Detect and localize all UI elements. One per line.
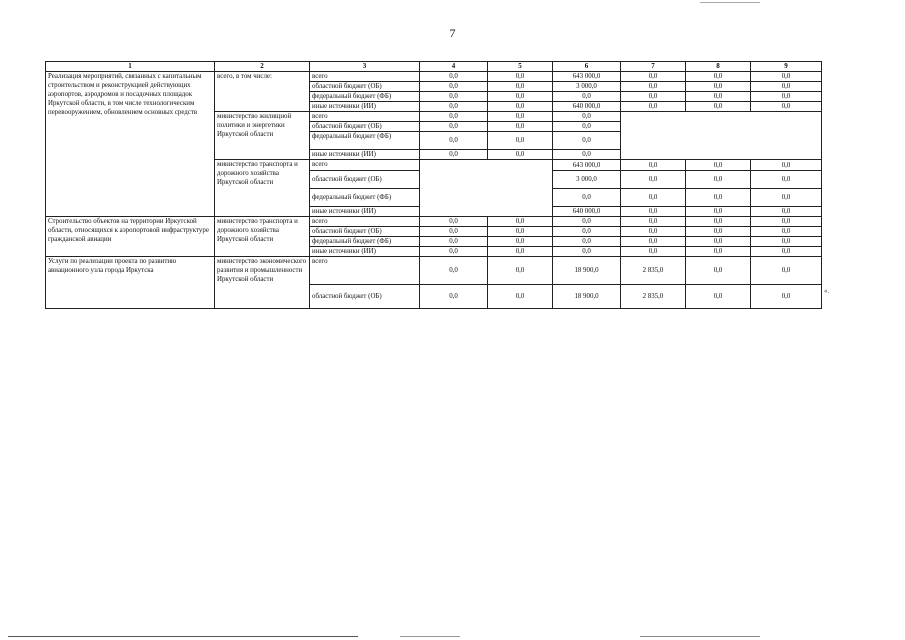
- executor-cell: министерство экономического развития и промышленности Иркутской области: [215, 257, 310, 309]
- source-cell: иные источники (ИИ): [310, 207, 420, 217]
- value-cell: 0,0: [621, 189, 686, 207]
- value-cell: 3 000,0: [553, 82, 621, 92]
- value-cell: 0,0: [686, 207, 751, 217]
- activity-cell: Услуги по реализации проекта по развитию авиационного узла города Иркутска: [46, 257, 215, 309]
- value-cell: 0,0: [621, 207, 686, 217]
- header-cell: 8: [686, 62, 751, 72]
- page-number: 7: [449, 26, 456, 40]
- empty-cell: [621, 112, 822, 160]
- value-cell: 18 900,0: [553, 285, 621, 309]
- value-cell: 0,0: [488, 112, 553, 122]
- value-cell: 0,0: [751, 247, 822, 257]
- value-cell: 643 000,0: [553, 72, 621, 82]
- header-cell: 4: [420, 62, 488, 72]
- executor-cell: всего, в том числе:: [215, 72, 310, 112]
- value-cell: 0,0: [488, 227, 553, 237]
- source-cell: иные источники (ИИ): [310, 247, 420, 257]
- source-cell: областной бюджет (ОБ): [310, 122, 420, 132]
- empty-cell: [420, 160, 553, 217]
- activity-cell: Строительство объектов на территории Иркутской области, относящихся к аэропортовой инфраструктуре гражданской авиации: [46, 217, 215, 257]
- table-row: [46, 257, 822, 285]
- value-cell: 0,0: [686, 285, 751, 309]
- scan-artifact-line: [640, 636, 760, 637]
- source-cell: иные источники (ИИ): [310, 150, 420, 160]
- value-cell: 0,0: [621, 227, 686, 237]
- value-cell: 0,0: [751, 171, 822, 189]
- value-cell: 0,0: [553, 217, 621, 227]
- scan-artifact-line: [8, 636, 358, 637]
- value-cell: 0,0: [420, 112, 488, 122]
- value-cell: 0,0: [488, 122, 553, 132]
- value-cell: 0,0: [420, 237, 488, 247]
- value-cell: 0,0: [420, 102, 488, 112]
- source-cell: областной бюджет (ОБ): [310, 171, 420, 189]
- value-cell: 0,0: [420, 72, 488, 82]
- funding-table: [45, 61, 822, 309]
- value-cell: 0,0: [420, 122, 488, 132]
- value-cell: 0,0: [686, 227, 751, 237]
- value-cell: 0,0: [488, 132, 553, 150]
- value-cell: 2 835,0: [621, 285, 686, 309]
- header-cell: 7: [621, 62, 686, 72]
- source-cell: областной бюджет (ОБ): [310, 285, 420, 309]
- value-cell: 0,0: [553, 112, 621, 122]
- value-cell: 0,0: [751, 227, 822, 237]
- value-cell: 0,0: [553, 189, 621, 207]
- value-cell: 0,0: [621, 82, 686, 92]
- value-cell: 0,0: [686, 189, 751, 207]
- header-cell: 9: [751, 62, 822, 72]
- header-cell: 2: [215, 62, 310, 72]
- value-cell: 0,0: [621, 171, 686, 189]
- value-cell: 3 000,0: [553, 171, 621, 189]
- source-cell: иные источники (ИИ): [310, 102, 420, 112]
- value-cell: 0,0: [553, 247, 621, 257]
- value-cell: 0,0: [751, 237, 822, 247]
- header-cell: 5: [488, 62, 553, 72]
- value-cell: 0,0: [751, 285, 822, 309]
- executor-cell: министерство транспорта и дорожного хозяйства Иркутской области: [215, 217, 310, 257]
- source-cell: всего: [310, 217, 420, 227]
- value-cell: 0,0: [621, 217, 686, 227]
- executor-cell: министерство транспорта и дорожного хозяйства Иркутской области: [215, 160, 310, 217]
- source-cell: всего: [310, 112, 420, 122]
- value-cell: 0,0: [488, 102, 553, 112]
- value-cell: 0,0: [420, 227, 488, 237]
- value-cell: 0,0: [751, 207, 822, 217]
- value-cell: 0,0: [686, 92, 751, 102]
- value-cell: 0,0: [751, 217, 822, 227]
- header-cell: 1: [46, 62, 215, 72]
- value-cell: 640 000,0: [553, 102, 621, 112]
- end-quote-mark: «.: [824, 287, 830, 295]
- table-row: [46, 72, 822, 82]
- value-cell: 0,0: [420, 132, 488, 150]
- source-cell: всего: [310, 257, 420, 285]
- value-cell: 0,0: [420, 82, 488, 92]
- value-cell: 0,0: [420, 150, 488, 160]
- value-cell: 18 900,0: [553, 257, 621, 285]
- source-cell: федеральный бюджет (ФБ): [310, 132, 420, 150]
- scan-artifact-line: [400, 636, 460, 637]
- source-cell: областной бюджет (ОБ): [310, 227, 420, 237]
- source-cell: всего: [310, 160, 420, 171]
- value-cell: 0,0: [488, 150, 553, 160]
- header-row: [46, 62, 822, 72]
- value-cell: 0,0: [553, 122, 621, 132]
- value-cell: 0,0: [420, 285, 488, 309]
- value-cell: 2 835,0: [621, 257, 686, 285]
- value-cell: 0,0: [488, 247, 553, 257]
- value-cell: 0,0: [621, 237, 686, 247]
- value-cell: 0,0: [420, 257, 488, 285]
- value-cell: 0,0: [751, 92, 822, 102]
- source-cell: всего: [310, 72, 420, 82]
- value-cell: 643 000,0: [553, 160, 621, 171]
- value-cell: 0,0: [488, 72, 553, 82]
- value-cell: 0,0: [488, 82, 553, 92]
- value-cell: 0,0: [686, 217, 751, 227]
- activity-cell: Реализация мероприятий, связанных с капитальным строительством и реконструкцией действующих аэропортов, аэродромов и посадочных площадок Иркутской области, в том числе технологическим перевооружением, обновлением основных средств: [46, 72, 215, 217]
- funding-table-container: [45, 61, 822, 309]
- value-cell: 0,0: [488, 237, 553, 247]
- value-cell: 0,0: [553, 237, 621, 247]
- header-cell: 6: [553, 62, 621, 72]
- value-cell: 0,0: [420, 217, 488, 227]
- value-cell: 0,0: [686, 82, 751, 92]
- value-cell: 0,0: [621, 247, 686, 257]
- value-cell: 0,0: [751, 82, 822, 92]
- source-cell: областной бюджет (ОБ): [310, 82, 420, 92]
- value-cell: 0,0: [751, 160, 822, 171]
- value-cell: 0,0: [553, 227, 621, 237]
- value-cell: 0,0: [488, 92, 553, 102]
- value-cell: 0,0: [553, 150, 621, 160]
- value-cell: 0,0: [621, 92, 686, 102]
- value-cell: 0,0: [686, 102, 751, 112]
- value-cell: 640 000,0: [553, 207, 621, 217]
- value-cell: 0,0: [621, 72, 686, 82]
- value-cell: 0,0: [686, 257, 751, 285]
- table-row: [46, 217, 822, 227]
- value-cell: 0,0: [751, 257, 822, 285]
- value-cell: 0,0: [686, 171, 751, 189]
- header-cell: 3: [310, 62, 420, 72]
- value-cell: 0,0: [488, 285, 553, 309]
- executor-cell: министерство жилищной политики и энергетики Иркутской области: [215, 112, 310, 160]
- value-cell: 0,0: [751, 189, 822, 207]
- value-cell: 0,0: [686, 237, 751, 247]
- value-cell: 0,0: [686, 72, 751, 82]
- value-cell: 0,0: [420, 92, 488, 102]
- scan-artifact-line: [700, 2, 760, 3]
- value-cell: 0,0: [553, 92, 621, 102]
- value-cell: 0,0: [488, 217, 553, 227]
- value-cell: 0,0: [751, 102, 822, 112]
- value-cell: 0,0: [621, 160, 686, 171]
- source-cell: федеральный бюджет (ФБ): [310, 189, 420, 207]
- value-cell: 0,0: [751, 72, 822, 82]
- value-cell: 0,0: [420, 247, 488, 257]
- value-cell: 0,0: [686, 160, 751, 171]
- value-cell: 0,0: [621, 102, 686, 112]
- value-cell: 0,0: [553, 132, 621, 150]
- source-cell: федеральный бюджет (ФБ): [310, 92, 420, 102]
- value-cell: 0,0: [686, 247, 751, 257]
- value-cell: 0,0: [488, 257, 553, 285]
- source-cell: федеральный бюджет (ФБ): [310, 237, 420, 247]
